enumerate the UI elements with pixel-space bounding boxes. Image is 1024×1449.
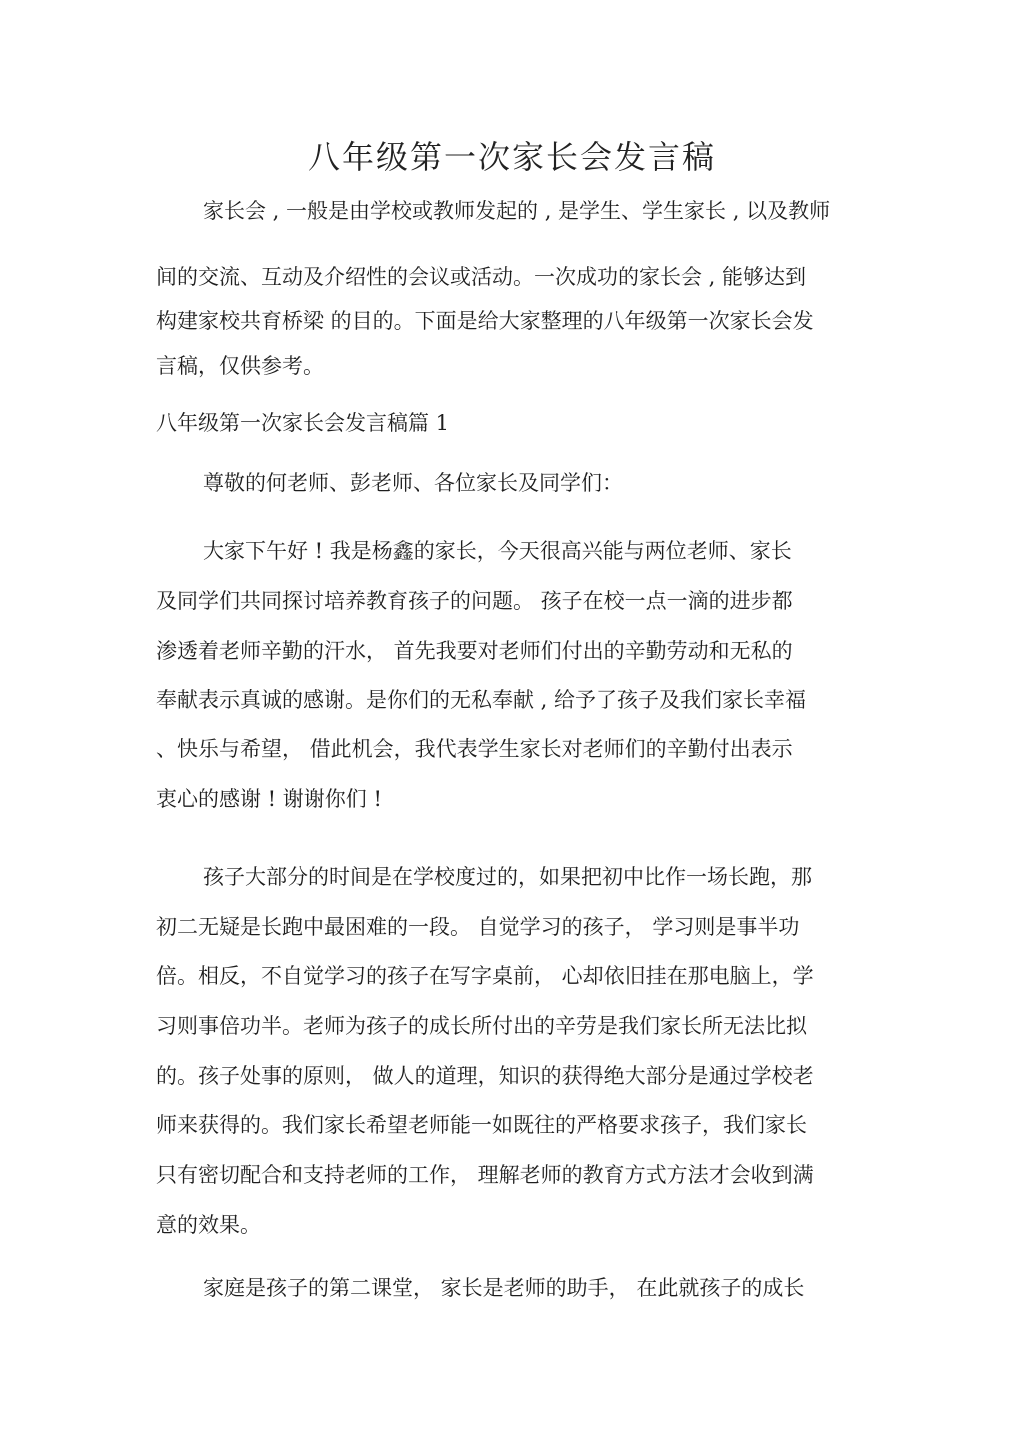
text-line: 大家下午好 ! 我是杨鑫的家长，今天很高兴能与两位老师、家长	[203, 539, 792, 563]
text-line: 的。孩子处事的原则， 做人的道理，知识的获得绝大部分是通过学校老	[156, 1064, 814, 1088]
text-line: 初二无疑是长跑中最困难的一段。 自觉学习的孩子， 学习则是事半功	[156, 915, 800, 939]
text-line: 倍。相反，不自觉学习的孩子在写字桌前， 心却依旧挂在那电脑上，学	[156, 964, 814, 988]
text-line: 构建家校共育桥梁 的目的。下面是给大家整理的八年级第一次家长会发	[156, 309, 814, 333]
text-line: 家庭是孩子的第二课堂， 家长是老师的助手， 在此就孩子的成长	[203, 1276, 805, 1300]
document-title: 八年级第一次家长会发言稿	[307, 138, 716, 176]
section-heading: 八年级第一次家长会发言稿篇 1	[156, 411, 450, 435]
text-line: 衷心的感谢 ! 谢谢你们 !	[156, 787, 382, 811]
text-line: 言稿，仅供参考。	[156, 354, 324, 378]
text-line: 家长会 , 一般是由学校或教师发起的 , 是学生、学生家长 , 以及教师	[203, 199, 831, 223]
text-line: 奉献表示真诚的感谢。是你们的无私奉献 , 给予了孩子及我们家长幸福	[156, 688, 807, 712]
text-line: 意的效果。	[156, 1213, 261, 1237]
text-line: 间的交流、互动及介绍性的会议或活动。一次成功的家长会 , 能够达到	[156, 265, 807, 289]
text-line: 只有密切配合和支持老师的工作， 理解老师的教育方式方法才会收到满	[156, 1163, 814, 1187]
text-line: 孩子大部分的时间是在学校度过的，如果把初中比作一场长跑，那	[203, 865, 812, 889]
salutation: 尊敬的何老师、彭老师、各位家长及同学们：	[203, 471, 623, 495]
text-line: 渗透着老师辛勤的汗水， 首先我要对老师们付出的辛勤劳动和无私的	[156, 639, 793, 663]
text-line: 及同学们共同探讨培养教育孩子的问题。 孩子在校一点一滴的进步都	[156, 589, 793, 613]
text-line: 、快乐与希望， 借此机会，我代表学生家长对老师们的辛勤付出表示	[156, 737, 793, 761]
text-line: 师来获得的。我们家长希望老师能一如既往的严格要求孩子，我们家长	[156, 1113, 807, 1137]
text-line: 习则事倍功半。老师为孩子的成长所付出的辛劳是我们家长所无法比拟	[156, 1014, 807, 1038]
